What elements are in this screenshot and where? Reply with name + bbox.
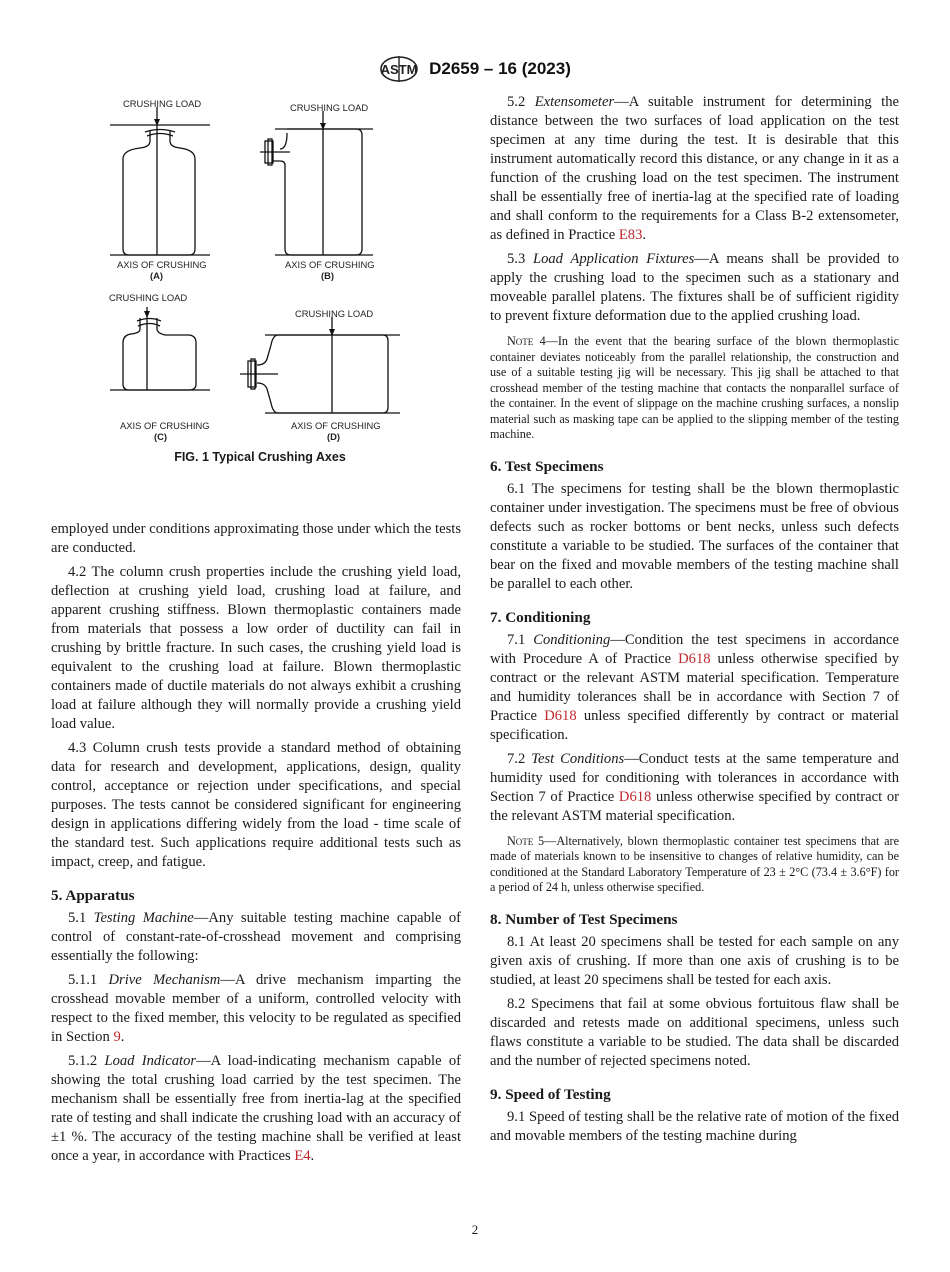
term-conditioning: Conditioning — [533, 631, 611, 648]
e83-link[interactable]: E83 — [618, 227, 643, 243]
clause-number: 5.1 — [68, 910, 87, 926]
note-label: Note 4 — [507, 334, 546, 348]
panel-c-axis-label: AXIS OF CRUSHING — [120, 420, 210, 431]
section-8-heading: 8. Number of Test Specimens — [490, 910, 678, 928]
clause-number: 5.1.1 — [68, 972, 98, 988]
section-7-heading: 7. Conditioning — [490, 608, 591, 626]
panel-a-axis-label: AXIS OF CRUSHING — [117, 259, 207, 270]
paragraph-8-1: 8.1 At least 20 specimens shall be tested for each sample on any given axis of crushing. If more than one axis of crushing is to be studied, at least 20 specimens shall be tested for each axis. — [490, 933, 899, 988]
note-text: —In the event that the bearing surface of the blown thermoplastic container deviates noticeably from the parallel relationship, the construction and use of a suitable testing jig will be necessary. This jig shall be attached to that crosshead member of the testing machine that contacts the nonparallel surface of the container. In the event of slippage on the machine crushing surfaces, a nonslip material such as masking tape can be applied to the slipping member of the testing machine. — [490, 334, 899, 441]
paragraph-5-3 — [490, 250, 899, 326]
term-drive-mechanism: Drive Mechanism — [108, 972, 221, 988]
d618-link[interactable]: D618 — [678, 650, 711, 667]
paragraph-5-2: 5.2 Extensometer—A suitable instrument for determining the distance between the two surfaces of load application on the test specimen at any time during the test. It is desirable that this instrument automatically record this distance, or any change in it as a function of the crushing load on the test specimen. The instrument shall be essentially free of inertia-lag at the specified rate of loading and shall conform to the requirements for a Class B-2 extensometer, as defined in Practice E83. — [490, 94, 899, 243]
section-5-heading: 5. Apparatus — [51, 887, 135, 904]
clause-text: —Conduct tests at the same temperature and humidity used for conditioning with tolerances in accordance with Section 7 of Practice — [490, 750, 899, 805]
panel-d-axis-label: AXIS OF CRUSHING — [291, 420, 381, 431]
clause-text: —Any suitable testing machine capable of control of constant-rate-of-crosshead movement and comprising essentially the following: — [51, 910, 462, 964]
clause-number: 7.2 — [507, 750, 526, 767]
clause-number: 5.3 — [507, 251, 526, 267]
paragraph-4-1-continued: employed under conditions approximating those under which the tests are conducted. — [51, 521, 461, 556]
panel-b-letter: (B) — [321, 270, 335, 281]
panel-c-load-label: CRUSHING LOAD — [109, 292, 188, 303]
panel-b-axis-label: AXIS OF CRUSHING — [285, 259, 375, 270]
term-testing-machine: Testing Machine — [93, 910, 194, 926]
clause-number: 5.2 — [507, 94, 526, 110]
paragraph-4-2: 4.2 The column crush properties include the crushing yield load, deflection at crushing yield load, crushing load at failure, and apparent crushing stiffness. Blown thermoplastic containers made from materials that possess a low order of ductility can fail in crushing by brittle fracture. In such cases, the crushing yield load is equivalent to the crushing load at failure. Blown thermoplastic containers made of ductile materials do not always exhibit a crushing load at failure although they will normally provide a crushing yield load value. — [51, 564, 461, 732]
note-4 — [490, 334, 899, 443]
clause-text: —A load-indicating mechanism capable of showing the total crushing load carried by the test specimen. The mechanism shall be essentially free from inertia-lag at the specified rate of testing and shall indicate the crushing load with an accuracy of ±1 %. The accuracy of the testing machine shall be verified at least once a year, in accordance with Practices — [51, 1053, 461, 1164]
section-9-link[interactable]: 9 — [113, 1029, 121, 1045]
left-column — [51, 520, 461, 1171]
paragraph-9-1: 9.1 Speed of testing shall be the relative rate of motion of the fixed and movable members of the testing machine during — [490, 1108, 899, 1144]
page-header — [0, 55, 950, 83]
panel-c-letter: (C) — [154, 431, 168, 442]
term-test-conditions: Test Conditions — [531, 750, 625, 767]
page-number: 2 — [471, 1222, 479, 1237]
panel-d-letter: (D) — [327, 431, 341, 442]
figure-caption: FIG. 1 Typical Crushing Axes — [174, 450, 346, 464]
clause-text: —A drive mechanism imparting the crosshead movable member of a uniform, controlled velocity with respect to the fixed member, this velocity to be regulated as specified in Section — [51, 972, 461, 1045]
right-column — [490, 93, 899, 1151]
clause-text: —Condition the test specimens in accordance with Procedure A of Practice — [490, 631, 899, 667]
paragraph-5-1-1: 5.1.1 Drive Mechanism—A drive mechanism imparting the crosshead movable member of a uniform, controlled velocity with respect to the fixed member, this velocity to be regulated as specified in Section 9. — [51, 972, 461, 1045]
term-extensometer: Extensometer — [534, 94, 615, 110]
paragraph-5-1 — [51, 909, 461, 966]
note-5 — [490, 834, 899, 896]
clause-text: unless specified differently by contract or material specification. — [490, 707, 899, 743]
section-6-heading: 6. Test Specimens — [490, 457, 604, 475]
clause-text: unless otherwise specified by contract or the relevant ASTM material specification. — [490, 788, 899, 824]
note-text: —Alternatively, blown thermoplastic container test specimens that are made of materials known to be insensitive to changes of relative humidity, can be conditioned at the Standard Laboratory Temperature of 23 ± 2°C (73.4 ± 3.6°F) for a period of 24 h, unless otherwise specified. — [490, 833, 899, 894]
panel-a-letter: (A) — [150, 270, 164, 281]
term-load-application-fixtures: Load Application Fixtures — [532, 251, 695, 267]
panel-a-load-label: CRUSHING LOAD — [123, 98, 202, 109]
d618-link[interactable]: D618 — [618, 788, 652, 805]
figure-1 — [95, 93, 425, 473]
clause-text: —A suitable instrument for determining the distance between the two surfaces of load application on the test specimen at any time during the test. It is desirable that this instrument automatically record this distance, or any change in it as a function of the crushing load on the test specimen. The instrument shall be essentially free of inertia-lag at the specified rate of loading and shall conform to the requirements for a Class B-2 extensometer, as defined in Practice — [490, 94, 899, 243]
e4-link[interactable]: E4 — [294, 1148, 311, 1164]
astm-logo-icon — [379, 55, 419, 83]
paragraph-8-2: 8.2 Specimens that fail at some obvious fortuitous flaw shall be discarded and retests made on additional specimens, unless such flaws constitute a variable to be studied. The data shall be discarded and the number of rejected specimens noted. — [490, 995, 899, 1069]
section-9-heading: 9. Speed of Testing — [490, 1085, 611, 1103]
paragraph-5-1-2: 5.1.2 Load Indicator—A load-indicating mechanism capable of showing the total crushing load carried by the test specimen. The mechanism shall be essentially free from inertia-lag at the specified rate of testing and shall indicate the crushing load with an accuracy of ±1 %. The accuracy of the testing machine shall be verified at least once a year, in accordance with Practices E4. — [51, 1053, 461, 1164]
paragraph-4-3: 4.3 Column crush tests provide a standard method of obtaining data for research and development, applications, design, quality control, acceptance or rejection under specifications, and special purposes. The tests cannot be considered significant for engineering design in applications differing widely from the load - time scale of the standard test. Such applications require additional tests such as impact, creep, and fatigue. — [51, 740, 461, 870]
panel-d-load-label: CRUSHING LOAD — [295, 308, 374, 319]
panel-b-load-label: CRUSHING LOAD — [290, 102, 369, 113]
term-load-indicator: Load Indicator — [104, 1053, 197, 1069]
paragraph-7-2 — [490, 750, 899, 826]
d618-link[interactable]: D618 — [544, 707, 577, 724]
clause-number: 5.1.2 — [68, 1053, 98, 1069]
clause-text: —A means shall be provided to apply the crushing load to the specimen such as a stationary and moveable parallel platens. The fixtures shall be of sufficient rigidity to prevent fixture deformation due to the applied crushing load. — [490, 251, 899, 324]
standard-designation: D2659 – 16 (2023) — [429, 59, 571, 78]
svg-text:ASTM: ASTM — [380, 62, 418, 77]
paragraph-6-1: 6.1 The specimens for testing shall be the blown thermoplastic container under investigation. The specimens must be free of obvious defects such as rocker bottoms or bent necks, unless such defects constitute a variable to be studied. The surfaces of the container that bear on the fixed and movable members of the testing machine shall be parallel to each other. — [490, 480, 899, 592]
paragraph-7-1 — [490, 631, 899, 745]
note-label: Note 5 — [507, 833, 545, 848]
clause-text: unless otherwise specified by contract or the relevant ASTM material specification. Temperature and humidity tolerances shall be in accordance with Section 7 of Practice — [490, 650, 899, 724]
clause-number: 7.1 — [507, 631, 526, 648]
crushing-axes-diagram — [95, 93, 425, 453]
